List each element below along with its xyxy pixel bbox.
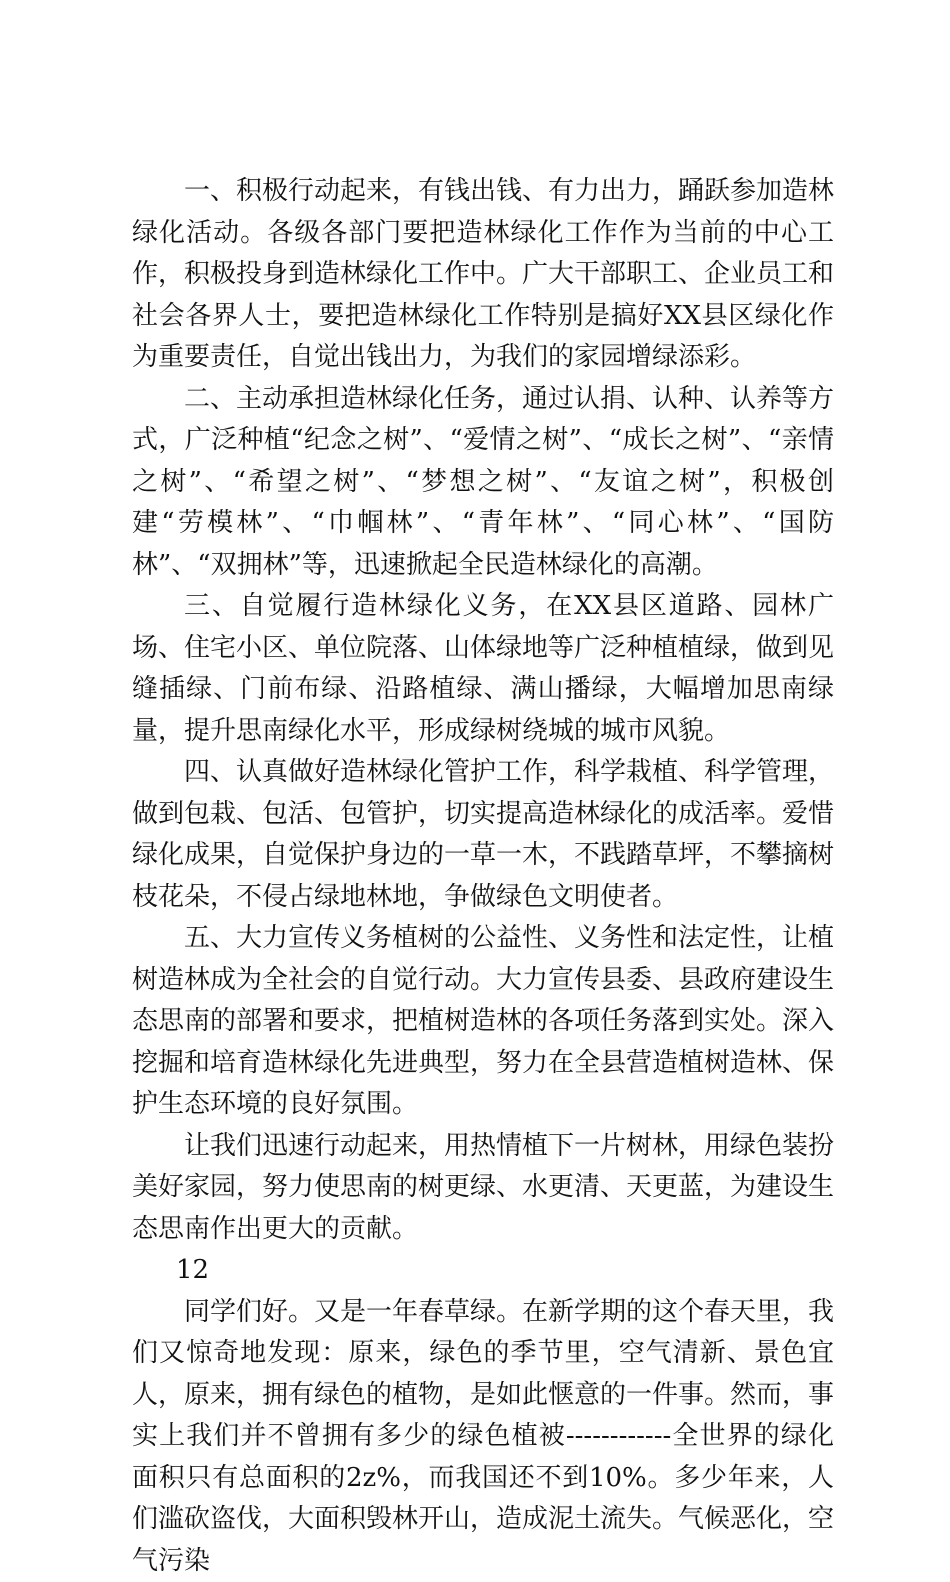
section-number: 12 [132, 1250, 834, 1292]
paragraph-5: 五、大力宣传义务植树的公益性、义务性和法定性，让植树造林成为全社会的自觉行动。大力宣传县委、县政府建设生态思南的部署和要求，把植树造林的各项任务落到实处。深入挖掘和培育造林绿化先进典型，努力在全县营造植树造林、保护生态环境的良好氛围。 [132, 918, 834, 1126]
paragraph-3: 三、自觉履行造林绿化义务，在XX县区道路、园林广场、住宅小区、单位院落、山体绿地等广泛种植植绿，做到见缝插绿、门前布绿、沿路植绿、满山播绿，大幅增加思南绿量，提升思南绿化水平，形成绿树绕城的城市风貌。 [132, 586, 834, 752]
paragraph-6: 让我们迅速行动起来，用热情植下一片树林，用绿色装扮美好家园，努力使思南的树更绿、水更清、天更蓝，为建设生态思南作出更大的贡献。 [132, 1126, 834, 1251]
document-body [132, 171, 834, 1582]
paragraph-4: 四、认真做好造林绿化管护工作，科学栽植、科学管理，做到包栽、包活、包管护，切实提高造林绿化的成活率。爱惜绿化成果，自觉保护身边的一草一木，不践踏草坪，不攀摘树枝花朵，不侵占绿地林地，争做绿色文明使者。 [132, 752, 834, 918]
paragraph-7: 同学们好。又是一年春草绿。在新学期的这个春天里，我们又惊奇地发现：原来，绿色的季节里，空气清新、景色宜人，原来，拥有绿色的植物，是如此惬意的一件事。然而，事实上我们并不曾拥有多少的绿色植被------------全世界的绿化面积只有总面积的2z%，而我国还不到10%。多少年来，人们滥砍盗伐，大面积毁林开山，造成泥土流失。气候恶化，空气污染 [132, 1292, 834, 1582]
paragraph-2: 二、主动承担造林绿化任务，通过认捐、认种、认养等方式，广泛种植“纪念之树”、“爱情之树”、“成长之树”、“亲情之树”、“希望之树”、“梦想之树”、“友谊之树”，积极创建“劳模林”、“巾帼林”、“青年林”、“同心林”、“国防林”、“双拥林”等，迅速掀起全民造林绿化的高潮。 [132, 379, 834, 587]
paragraph-1: 一、积极行动起来，有钱出钱、有力出力，踊跃参加造林绿化活动。各级各部门要把造林绿化工作作为当前的中心工作，积极投身到造林绿化工作中。广大干部职工、企业员工和社会各界人士，要把造林绿化工作特别是搞好XX县区绿化作为重要责任，自觉出钱出力，为我们的家园增绿添彩。 [132, 171, 834, 379]
